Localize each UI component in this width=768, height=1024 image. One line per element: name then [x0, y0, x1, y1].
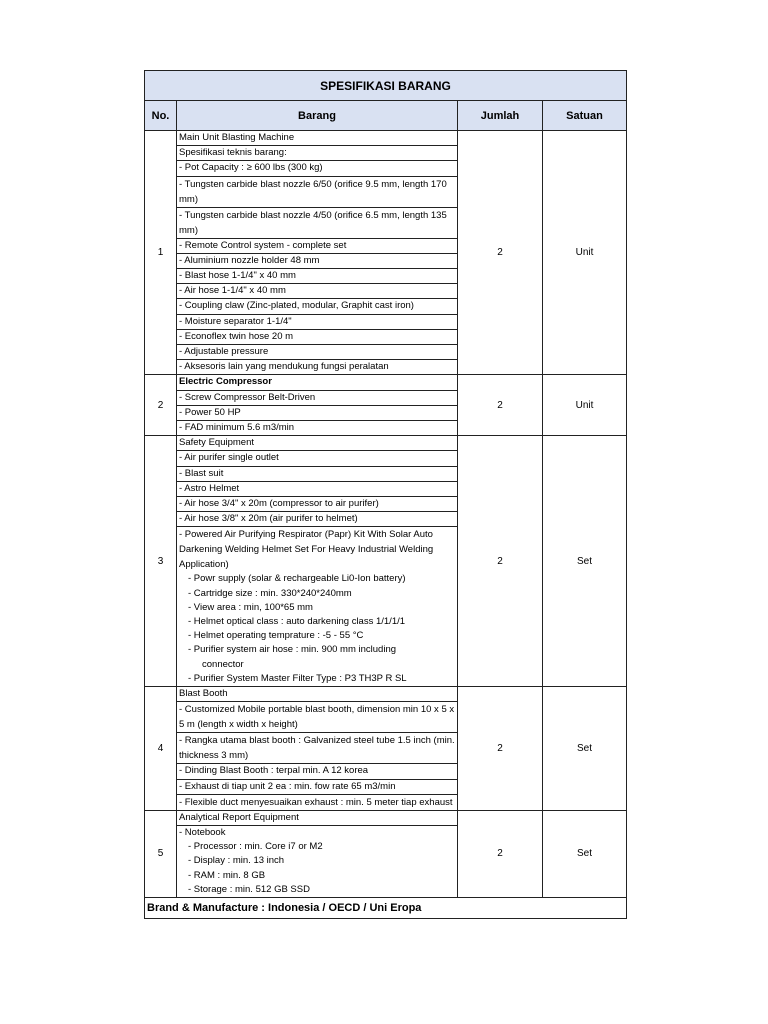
item-line: - FAD minimum 5.6 m3/min: [179, 422, 295, 434]
item-line: Spesifikasi teknis barang:: [177, 146, 457, 161]
item-line: - Helmet optical class : auto darkening class 1/1/1/1: [188, 616, 406, 628]
item-line: - Purifier System Master Filter Type : P3 TH3P R SL: [188, 672, 407, 684]
item-line: - Cartridge size : min. 330*240*240mm: [188, 587, 352, 599]
item-line: - Exhaust di tiap unit 2 ea : min. fow rate 65 m3/min: [177, 780, 457, 795]
header-barang: Barang: [177, 101, 458, 131]
row-unit: Unit: [543, 131, 627, 375]
item-line: Blast Booth: [177, 687, 457, 702]
item-line: - Moisture separator 1-1/4": [177, 315, 457, 330]
item-line: - Screw Compressor Belt-Driven: [177, 391, 457, 406]
spec-table: [144, 70, 627, 919]
item-line: - Powered Air Purifying Respirator (Papr) Kit With Solar Auto Darkening Welding Helmet Set For Heavy Industrial Welding Application): [179, 529, 434, 571]
item-line: connector: [202, 658, 244, 670]
item-line: - Flexible duct menyesuaikan exhaust : min. 5 meter tiap exhaust: [179, 796, 453, 808]
table-row: [145, 687, 627, 811]
item-line: - Tungsten carbide blast nozzle 6/50 (orifice 9.5 mm, length 170 mm): [177, 177, 457, 208]
item-line: - Processor : min. Core i7 or M2: [188, 841, 323, 853]
row-number: 2: [145, 375, 177, 436]
item-line: - Notebook: [179, 826, 226, 838]
item-line: - Tungsten carbide blast nozzle 4/50 (orifice 6.5 mm, length 135 mm): [177, 208, 457, 239]
item-line: - Purifier system air hose : min. 900 mm including: [188, 644, 397, 656]
row-unit: Set: [543, 687, 627, 811]
item-line: - Econoflex twin hose 20 m: [177, 330, 457, 345]
row-number: 1: [145, 131, 177, 375]
table-title: SPESIFIKASI BARANG: [145, 71, 627, 101]
item-line: - Air hose 3/4" x 20m (compressor to air purifer): [177, 497, 457, 512]
row-number: 5: [145, 810, 177, 897]
item-line: - Adjustable pressure: [177, 345, 457, 360]
item-line: Analytical Report Equipment: [177, 811, 457, 826]
row-unit: Set: [543, 436, 627, 687]
table-row: [145, 131, 627, 375]
item-line: - Rangka utama blast booth : Galvanized steel tube 1.5 inch (min. thickness 3 mm): [177, 733, 457, 764]
table-row: [145, 810, 627, 897]
item-line: - Coupling claw (Zinc-plated, modular, Graphit cast iron): [177, 299, 457, 314]
row-quantity: 2: [458, 687, 543, 811]
item-line: - Power 50 HP: [177, 406, 457, 421]
specification-sheet: [144, 70, 626, 919]
header-jumlah: Jumlah: [458, 101, 543, 131]
item-line: - View area : min, 100*65 mm: [188, 601, 313, 613]
item-line: - Powr supply (solar & rechargeable Li0-Ion battery): [188, 573, 406, 585]
item-line: - Helmet operating temprature : -5 - 55 °C: [188, 630, 364, 642]
item-line: - Astro Helmet: [177, 482, 457, 497]
row-items: [177, 436, 458, 687]
item-line: - Dinding Blast Booth : terpal min. A 12 korea: [177, 764, 457, 779]
item-line: - Customized Mobile portable blast booth, dimension min 10 x 5 x 5 m (length x width x height): [177, 702, 457, 733]
row-items: [177, 375, 458, 436]
table-row: [145, 375, 627, 436]
row-unit: Set: [543, 810, 627, 897]
row-quantity: 2: [458, 436, 543, 687]
item-line: - Pot Capacity : ≥ 600 lbs (300 kg): [177, 161, 457, 176]
row-unit: Unit: [543, 375, 627, 436]
item-line: - RAM : min. 8 GB: [188, 869, 266, 881]
row-quantity: 2: [458, 375, 543, 436]
item-line: - Storage : min. 512 GB SSD: [188, 883, 310, 895]
row-items: [177, 131, 458, 375]
item-line: Main Unit Blasting Machine: [177, 131, 457, 146]
row-number: 3: [145, 436, 177, 687]
item-line: Safety Equipment: [177, 436, 457, 451]
header-no: No.: [145, 101, 177, 131]
table-row: [145, 436, 627, 687]
item-line: - Blast hose 1-1/4" x 40 mm: [177, 269, 457, 284]
brand-footer: Brand & Manufacture : Indonesia / OECD / Uni Eropa: [145, 897, 627, 918]
item-line: - Air purifer single outlet: [177, 451, 457, 466]
item-line: - Aksesoris lain yang mendukung fungsi peralatan: [179, 361, 389, 373]
item-line: - Blast suit: [177, 467, 457, 482]
item-line: - Air hose 1-1/4" x 40 mm: [177, 284, 457, 299]
row-quantity: 2: [458, 131, 543, 375]
item-line: - Aluminium nozzle holder 48 mm: [177, 254, 457, 269]
item-line: Electric Compressor: [177, 375, 457, 390]
row-quantity: 2: [458, 810, 543, 897]
row-items: [177, 687, 458, 811]
row-items: [177, 810, 458, 897]
header-satuan: Satuan: [543, 101, 627, 131]
row-number: 4: [145, 687, 177, 811]
item-line: - Display : min. 13 inch: [188, 855, 285, 867]
item-line: - Air hose 3/8" x 20m (air purifer to helmet): [177, 512, 457, 527]
item-line: - Remote Control system - complete set: [177, 239, 457, 254]
